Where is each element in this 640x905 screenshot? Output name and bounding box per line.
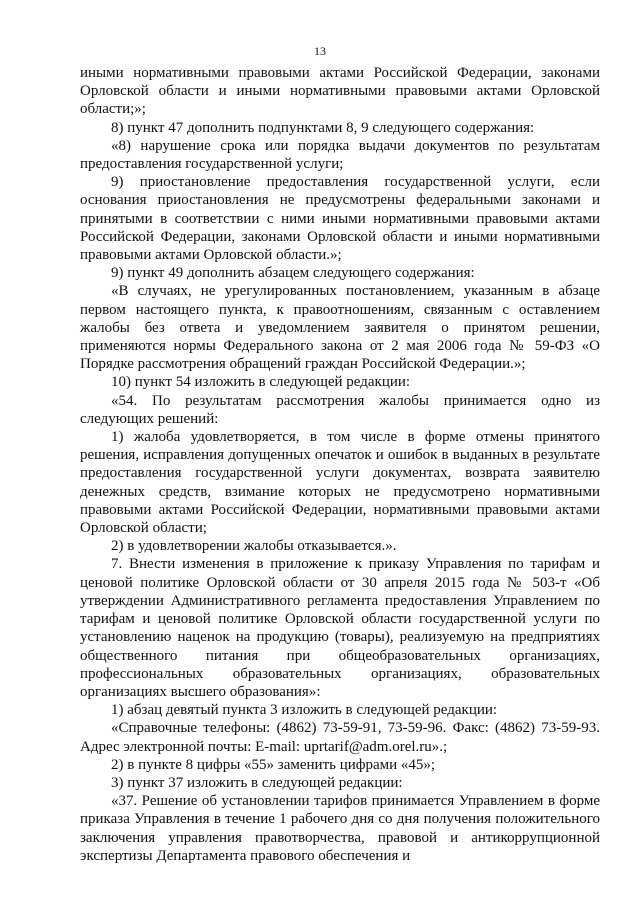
page-number: 13	[314, 44, 326, 58]
paragraph: 3) пункт 37 изложить в следующей редакции:	[111, 774, 403, 791]
document-body	[80, 64, 600, 865]
paragraph: 8) пункт 47 дополнить подпунктами 8, 9 следующего содержания:	[111, 119, 535, 136]
paragraph: 7. Внести изменения в приложение к приказу Управления по тарифам и ценовой политике Орловской области от 30 апреля 2015 года № 503-т «Об утверждении Административного регламента предоставления Управлением по тарифам и ценовой политике Орловской области государственной услуги по установлению наценок на продукцию (товары), реализуемую на предприятиях общественного питания при общеобразовательных организациях, профессиональных образовательных организациях, образовательных организациях высшего образования»:	[80, 556, 600, 700]
paragraph: 2) в удовлетворении жалобы отказывается.».	[111, 538, 397, 555]
paragraph: иными нормативными правовыми актами Российской Федерации, законами Орловской области и иными нормативными правовыми актами Орловской области;»;	[80, 65, 600, 118]
paragraph: 10) пункт 54 изложить в следующей редакции:	[111, 374, 411, 391]
paragraph: «54. По результатам рассмотрения жалобы принимается одно из следующих решений:	[80, 392, 600, 427]
paragraph: 1) жалоба удовлетворяется, в том числе в форме отмены принятого решения, исправления допущенных опечаток и ошибок в выданных в результате предоставления государственной услуги документах, возврата заявителю денежных средств, взимание которых не предусмотрено нормативными правовыми актами Российской Федерации, нормативными правовыми актами Орловской области;	[80, 429, 600, 537]
paragraph: «37. Решение об установлении тарифов принимается Управлением в форме приказа Управления в течение 1 рабочего дня со дня получения положительного заключения управления правотворчества, правовой и антикоррупционной экспертизы Департамента правового обеспечения и	[80, 793, 600, 864]
paragraph: 9) приостановление предоставления государственной услуги, если основания приостановления не предусмотрены федеральными законами и принятыми в соответствии с ними иными нормативными правовыми актами Российской Федерации, законами Орловской области и иными нормативными правовыми актами Орловской области.»;	[80, 174, 600, 264]
paragraph: «8) нарушение срока или порядка выдачи документов по результатам предоставления государственной услуги;	[80, 137, 600, 173]
paragraph: «В случаях, не урегулированных постановлением, указанным в абзаце первом настоящего пункта, к правоотношениям, связанным с оставлением жалобы без ответа и уведомлением заявителя о принятом решении, применяются нормы Федерального закона от 2 мая 2006 года № 59-ФЗ «О Порядке рассмотрения обращений граждан Российской Федерации.»;	[80, 283, 600, 373]
paragraph: 9) пункт 49 дополнить абзацем следующего содержания:	[111, 265, 475, 282]
paragraph: 2) в пункте 8 цифры «55» заменить цифрами «45»;	[111, 756, 436, 773]
paragraph: 1) абзац девятый пункта 3 изложить в следующей редакции:	[111, 702, 498, 719]
paragraph: «Справочные телефоны: (4862) 73-59-91, 73-59-96. Факс: (4862) 73-59-93. Адрес электронной почты: E-mail: uprtarif@adm.orel.ru».;	[80, 720, 600, 755]
